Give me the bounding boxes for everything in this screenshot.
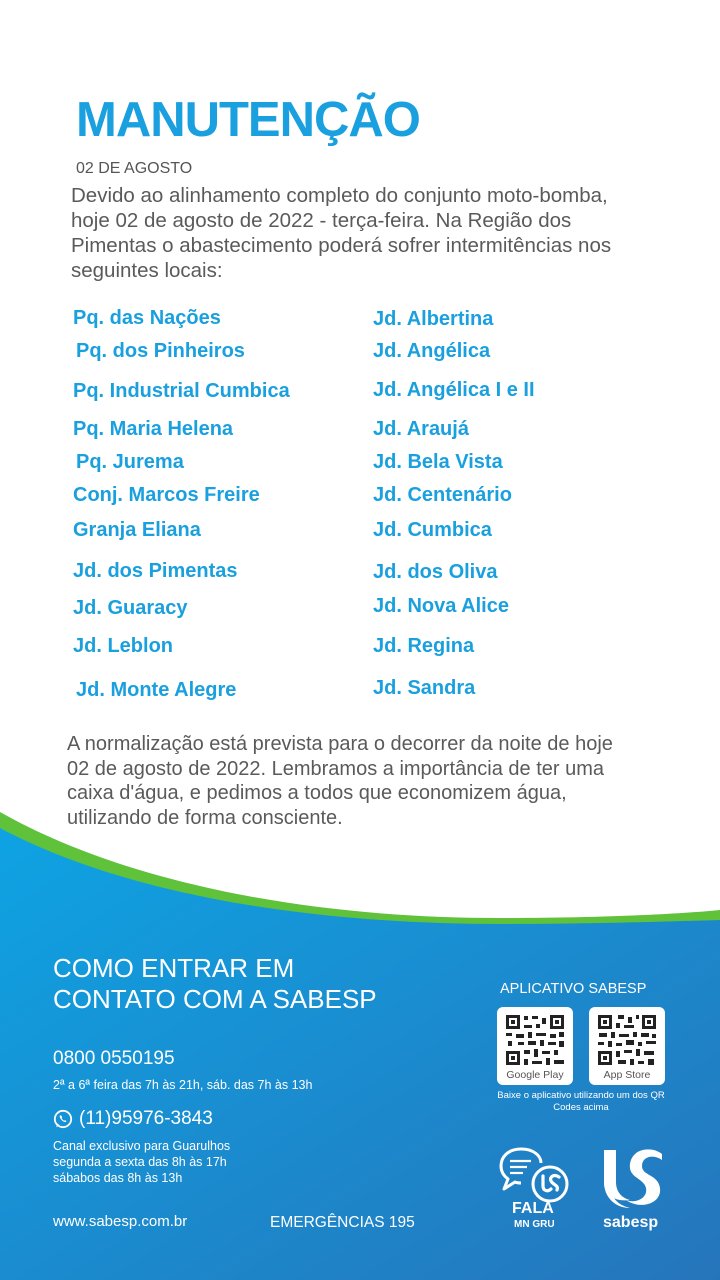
fala-sub-label: MN GRU — [514, 1219, 555, 1230]
contact-heading-line1: COMO ENTRAR EM — [53, 953, 295, 983]
app-heading: APLICATIVO SABESP — [500, 981, 647, 997]
whatsapp-contact[interactable] — [53, 1108, 213, 1130]
location-item: Pq. Jurema — [76, 451, 184, 473]
qr-code-icon — [504, 1013, 566, 1067]
location-item: Pq. das Nações — [73, 307, 221, 329]
location-item: Jd. Bela Vista — [373, 451, 503, 473]
phone-number[interactable]: 0800 0550195 — [53, 1048, 175, 1069]
location-item: Pq. Maria Helena — [73, 418, 234, 440]
emergency-number: EMERGÊNCIAS 195 — [270, 1214, 415, 1231]
notice-date: 02 DE AGOSTO — [76, 160, 193, 177]
fala-chat-icon — [499, 1146, 573, 1204]
location-item: Jd. Cumbica — [373, 519, 492, 541]
location-item: Jd. Leblon — [73, 635, 173, 657]
contact-heading — [53, 953, 377, 1015]
qr-google-play[interactable] — [497, 1007, 573, 1085]
contact-heading-line2: CONTATO COM A SABESP — [53, 984, 377, 1014]
location-item: Jd. Albertina — [373, 308, 494, 330]
qr-google-label: Google Play — [506, 1069, 564, 1081]
location-item: Jd. Araujá — [373, 418, 469, 440]
whatsapp-number: (11)95976-3843 — [79, 1108, 213, 1129]
intro-paragraph: Devido ao alinhamento completo do conjunto moto-bomba, hoje 02 de agosto de 2022 - terça-feira. Na Região dos Pimentas o abastecimento poderá sofrer intermitências nos seguintes locais: — [71, 184, 612, 282]
location-item: Pq. dos Pinheiros — [76, 340, 245, 362]
location-item: Granja Eliana — [73, 519, 201, 541]
page-title: MANUTENÇÃO — [76, 93, 420, 147]
whatsapp-note-line3: sábabos das 8h às 13h — [53, 1171, 183, 1185]
location-item: Jd. dos Oliva — [373, 561, 498, 583]
location-item: Jd. Nova Alice — [373, 595, 509, 617]
qr-code-icon — [596, 1013, 658, 1067]
whatsapp-note-line1: Canal exclusivo para Guarulhos — [53, 1139, 231, 1153]
sabesp-logo-icon — [600, 1146, 664, 1210]
fala-label: FALA — [512, 1200, 554, 1217]
location-item: Jd. Centenário — [373, 484, 512, 506]
whatsapp-note-line2: segunda a sexta das 8h às 17h — [53, 1155, 227, 1169]
location-item: Pq. Industrial Cumbica — [73, 380, 290, 402]
location-item: Jd. Angélica I e II — [373, 379, 535, 401]
whatsapp-icon — [53, 1109, 73, 1129]
location-item: Jd. Sandra — [373, 677, 476, 699]
location-item: Jd. Angélica — [373, 340, 491, 362]
location-item: Jd. Monte Alegre — [76, 679, 237, 701]
qr-app-store[interactable] — [589, 1007, 665, 1085]
whatsapp-note — [53, 1138, 230, 1186]
location-item: Jd. Guaracy — [73, 597, 188, 619]
sabesp-brand-label: sabesp — [603, 1214, 659, 1231]
location-item: Conj. Marcos Freire — [73, 484, 260, 506]
qr-apple-label: App Store — [603, 1069, 651, 1081]
location-item: Jd. Regina — [373, 635, 475, 657]
location-item: Jd. dos Pimentas — [73, 560, 238, 582]
website-link[interactable]: www.sabesp.com.br — [53, 1213, 188, 1230]
closing-paragraph: A normalização está prevista para o decorrer da noite de hoje 02 de agosto de 2022. Lembramos a importância de ter uma caixa d'água, e pedimos a todos que economizem água, utilizando de forma consciente. — [67, 733, 613, 829]
qr-note: Baixe o aplicativo utilizando um dos QR Codes acima — [497, 1090, 665, 1113]
phone-hours: 2ª a 6ª feira das 7h às 21h, sáb. das 7h às 13h — [53, 1078, 313, 1092]
